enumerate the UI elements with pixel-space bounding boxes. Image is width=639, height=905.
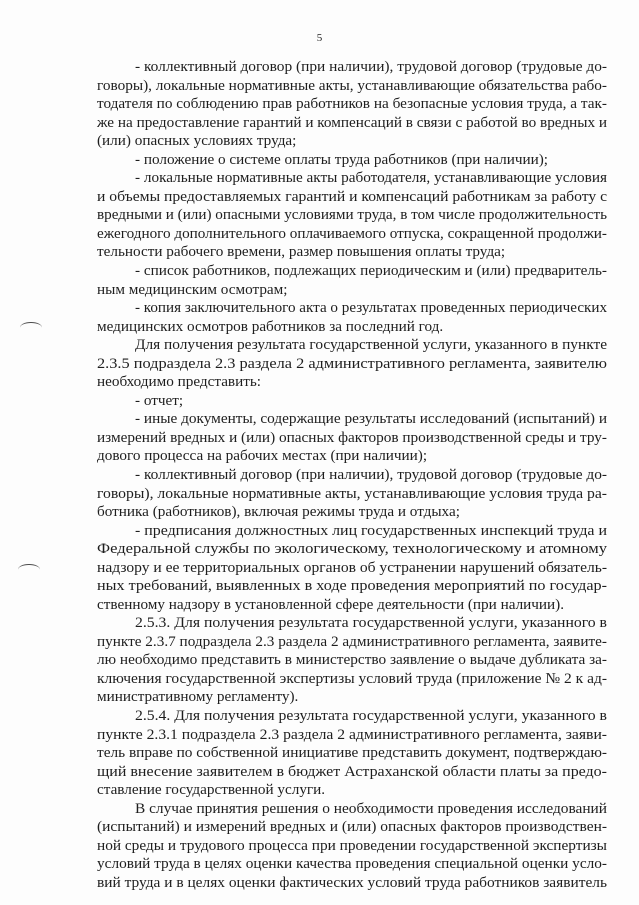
text-line: - коллективный договор (при наличии), трудовой договор (трудовые до-	[135, 58, 608, 75]
text-line: измерений вредных и (или) опасных факторов производственной среды и тру-	[97, 428, 607, 446]
text-line: вий труда и в целях оценки фактических условий труда работников заявитель	[97, 873, 607, 891]
text-line: ежегодного дополнительного оплачиваемого отпуска, сокращенной продолжи-	[97, 224, 607, 242]
text-line: 2.5.4. Для получения результата государственной услуги, указанного в	[135, 707, 607, 724]
text-line: тель вправе по собственной инициативе представить документ, подтверждаю-	[97, 744, 607, 762]
text-line: говоры), локальные нормативные акты, устанавливающие обязательства рабо-	[97, 76, 607, 94]
text-line: 2.3.5 подраздела 2.3 раздела 2 административного регламента, заявителю	[97, 354, 607, 372]
text-line: - список работников, подлежащих периодическим и (или) предваритель-	[135, 262, 608, 279]
text-line: ботника (работников), включая режимы труда и отдыха;	[97, 503, 460, 520]
text-line: 2.5.3. Для получения результата государственной услуги, указанного в	[135, 614, 607, 632]
text-line: тодателя по соблюдению прав работников на безопасные условия труда, а так-	[97, 95, 608, 113]
text-line: пункте 2.3.1 подраздела 2.3 раздела 2 административного регламента, заяви-	[97, 725, 608, 743]
text-line: ключения государственной экспертизы условий труда (приложение № 2 к ад-	[97, 669, 607, 687]
text-line: В случае принятия решения о необходимости проведения исследований	[135, 799, 607, 817]
text-line: ставление государственной услуги.	[97, 781, 326, 799]
text-line: говоры), локальные нормативные акты, устанавливающие условия труда ра-	[97, 484, 608, 502]
text-line: - иные документы, содержащие результаты исследований (испытаний) и	[135, 410, 608, 428]
text-line: щий внесение заявителем в бюджет Астраханской области платы за предо-	[97, 762, 607, 780]
text-line: - коллективный договор (при наличии), трудовой договор (трудовые до-	[135, 465, 608, 483]
text-line: министративному регламенту).	[97, 688, 299, 706]
text-line: - копия заключительного акта о результатах проведенных периодических	[135, 299, 608, 317]
margin-mark	[20, 322, 42, 333]
text-line: и объемы предоставляемых гарантий и компенсаций работникам за работу с	[97, 187, 608, 205]
text-line: ных требований, выявленных в ходе проведения мероприятий по государ-	[97, 577, 607, 595]
text-line: (или) опасных условиях труда;	[97, 132, 297, 150]
text-line: дового процесса на рабочих местах (при наличии);	[97, 447, 428, 465]
text-line: ным медицинским осмотрам;	[97, 280, 288, 298]
text-line: ной среды и трудового процесса при проведении государственной экспертизы	[97, 836, 607, 854]
text-line: вредными и (или) опасными условиями труда, в том числе продолжительность	[97, 206, 607, 224]
text-line: (испытаний) и измерений вредных и (или) опасных факторов производствен-	[97, 818, 608, 836]
text-line: ственному надзору в установленной сфере деятельности (при наличии).	[97, 595, 565, 613]
text-line: тельности рабочего времени, размер повышения оплаты труда;	[97, 243, 506, 261]
text-line: - отчет;	[135, 391, 184, 409]
text-line: условий труда в целях оценки качества проведения специальной оценки усло-	[97, 855, 608, 873]
text-line: же на предоставление гарантий и компенсаций в связи с работой во вредных и	[97, 113, 608, 131]
text-line: Для получения результата государственной услуги, указанного в пункте	[135, 336, 608, 354]
text-line: медицинских осмотров работников за последний год.	[97, 317, 444, 335]
text-line: необходимо представить:	[97, 373, 262, 391]
page-number: 5	[316, 32, 323, 44]
text-line: - предписания должностных лиц государственных инспекций труда и	[135, 521, 607, 539]
text-line: лю необходимо представить в министерство заявление о выдаче дубликата за-	[97, 651, 608, 669]
margin-mark	[18, 564, 40, 575]
text-line: надзору и ее территориальных органов об устранении нарушений обязатель-	[97, 558, 608, 576]
text-line: Федеральной службы по экологическому, технологическому и атомному	[97, 540, 608, 558]
text-line: - положение о системе оплаты труда работников (при наличии);	[135, 150, 549, 168]
text-line: - локальные нормативные акты работодателя, устанавливающие условия	[135, 169, 607, 187]
text-line: пункте 2.3.7 подраздела 2.3 раздела 2 административного регламента, заявите-	[97, 632, 607, 650]
